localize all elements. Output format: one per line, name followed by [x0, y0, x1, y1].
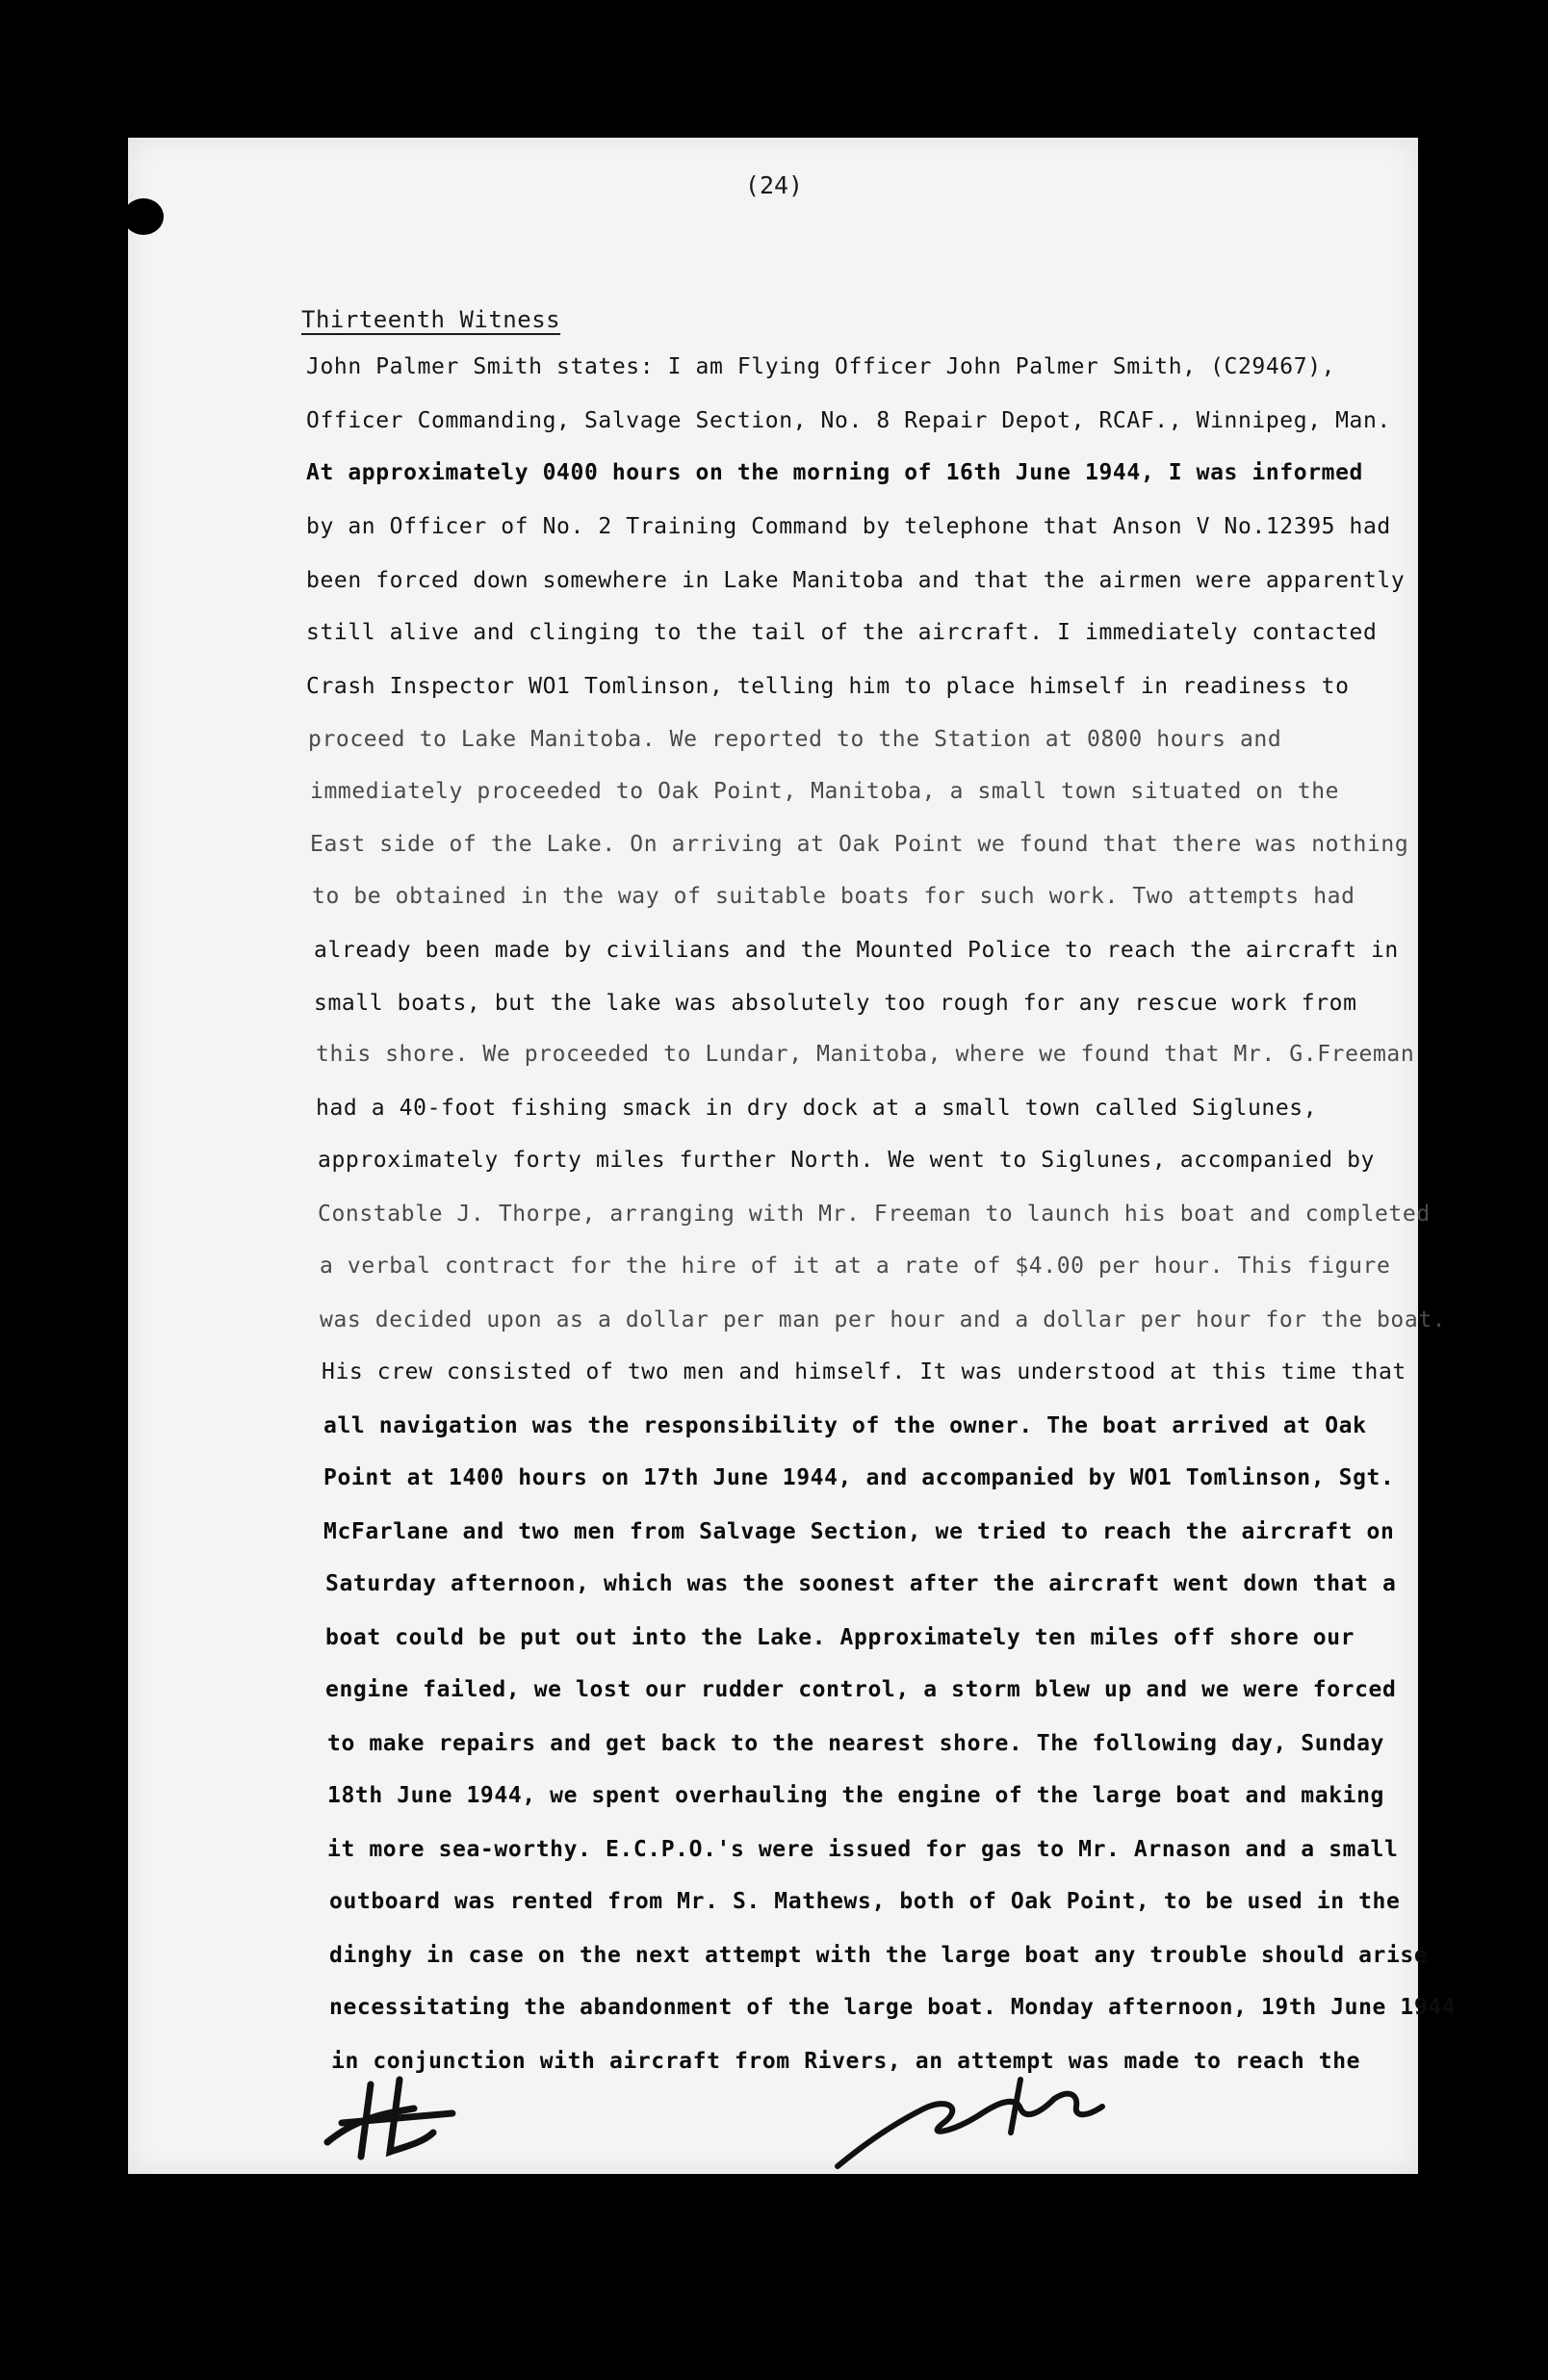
- text-line: to be obtained in the way of suitable boats for such work. Two attempts had: [312, 884, 1355, 909]
- text-line: His crew consisted of two men and himself. It was understood at this time that: [322, 1359, 1406, 1384]
- punch-hole: [123, 198, 164, 235]
- text-line: Constable J. Thorpe, arranging with Mr. Freeman to launch his boat and completed: [318, 1202, 1431, 1227]
- text-line: it more sea-worthy. E.C.P.O.'s were issued for gas to Mr. Arnason and a small: [327, 1837, 1399, 1862]
- text-line: engine failed, we lost our rudder control, a storm blew up and we were forced: [325, 1677, 1397, 1702]
- text-line: small boats, but the lake was absolutely too rough for any rescue work from: [314, 991, 1357, 1016]
- text-line: proceed to Lake Manitoba. We reported to the Station at 0800 hours and: [308, 727, 1282, 752]
- text-line: Crash Inspector WO1 Tomlinson, telling him to place himself in readiness to: [306, 674, 1350, 699]
- text-line: McFarlane and two men from Salvage Section, we tried to reach the aircraft on: [323, 1519, 1395, 1544]
- text-line: 18th June 1944, we spent overhauling the engine of the large boat and making: [327, 1783, 1384, 1808]
- text-line: in conjunction with aircraft from Rivers, an attempt was made to reach the: [331, 2049, 1361, 2074]
- text-line: necessitating the abandonment of the large boat. Monday afternoon, 19th June 1944: [329, 1995, 1457, 2020]
- text-line: approximately forty miles further North. We went to Siglunes, accompanied by: [318, 1148, 1375, 1173]
- text-line: outboard was rented from Mr. S. Mathews, both of Oak Point, to be used in the: [329, 1889, 1401, 1914]
- text-line: Saturday afternoon, which was the soonest after the aircraft went down that a: [325, 1571, 1397, 1596]
- text-line: dinghy in case on the next attempt with the large boat any trouble should arise: [329, 1943, 1429, 1968]
- text-line: John Palmer Smith states: I am Flying Officer John Palmer Smith, (C29467),: [306, 354, 1336, 379]
- text-line: had a 40-foot fishing smack in dry dock at a small town called Siglunes,: [316, 1096, 1318, 1121]
- text-line: already been made by civilians and the Mounted Police to reach the aircraft in: [314, 938, 1399, 963]
- text-line: still alive and clinging to the tail of the aircraft. I immediately contacted: [306, 620, 1378, 645]
- text-line: a verbal contract for the hire of it at a rate of $4.00 per hour. This figure: [320, 1254, 1391, 1279]
- text-line: all navigation was the responsibility of the owner. The boat arrived at Oak: [323, 1413, 1367, 1438]
- text-line: Point at 1400 hours on 17th June 1944, and accompanied by WO1 Tomlinson, Sgt.: [323, 1465, 1395, 1490]
- text-line: Officer Commanding, Salvage Section, No. 8 Repair Depot, RCAF., Winnipeg, Man.: [306, 408, 1391, 433]
- page-number: (24): [744, 171, 804, 199]
- text-line: by an Officer of No. 2 Training Command by telephone that Anson V No.12395 had: [306, 514, 1391, 539]
- text-line: been forced down somewhere in Lake Manitoba and that the airmen were apparently: [306, 568, 1406, 593]
- section-heading: Thirteenth Witness: [301, 306, 561, 333]
- text-line: was decided upon as a dollar per man per hour and a dollar per hour for the boat.: [320, 1307, 1447, 1332]
- text-line: At approximately 0400 hours on the morning of 16th June 1944, I was informed: [306, 460, 1363, 485]
- text-line: immediately proceeded to Oak Point, Manitoba, a small town situated on the: [310, 779, 1340, 804]
- text-line: boat could be put out into the Lake. Approximately ten miles off shore our: [325, 1625, 1355, 1650]
- text-line: East side of the Lake. On arriving at Oak Point we found that there was nothing: [310, 832, 1409, 857]
- text-line: this shore. We proceeded to Lundar, Manitoba, where we found that Mr. G.Freeman: [316, 1042, 1415, 1067]
- text-line: to make repairs and get back to the nearest shore. The following day, Sunday: [327, 1731, 1384, 1756]
